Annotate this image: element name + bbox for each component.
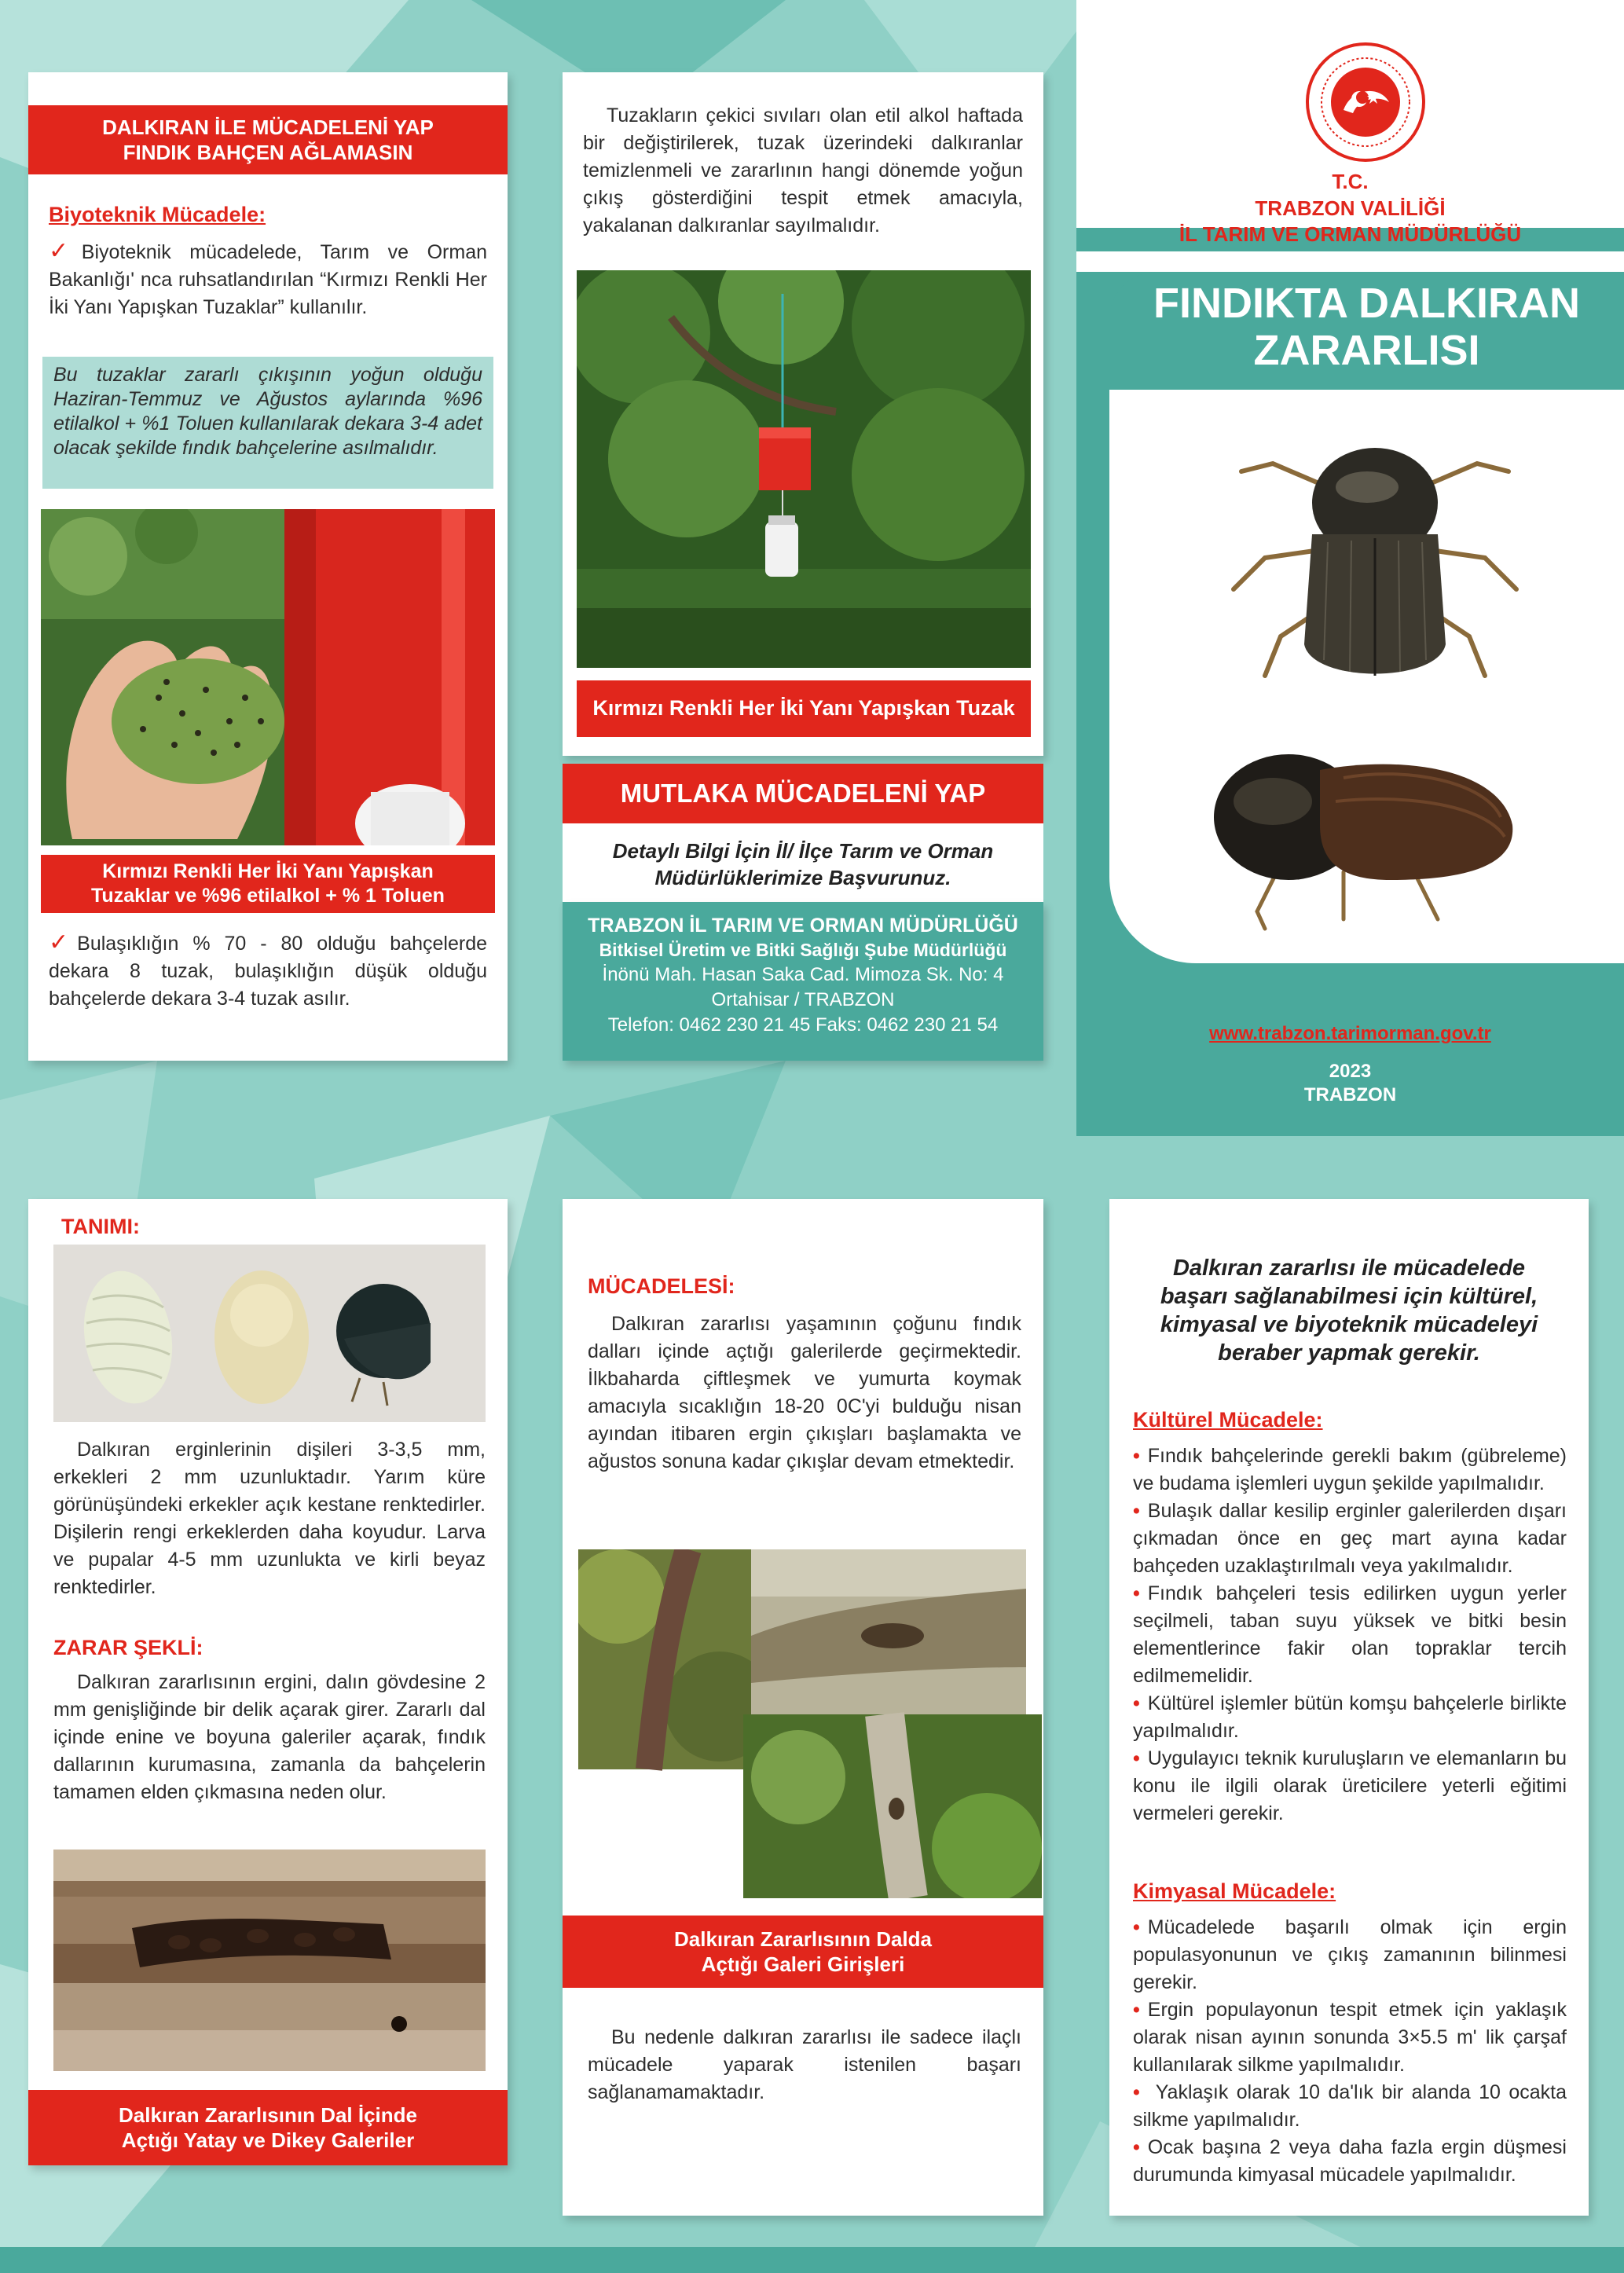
header-line-2: FINDIK BAHÇEN AĞLAMASIN [123,141,413,164]
panel-tanimi [28,1199,508,2165]
bullet-icon: • [1133,1500,1140,1522]
check-icon: ✓ [49,238,82,264]
cover-panel [1076,0,1624,1136]
gallery-caption-line-2: Açtığı Yatay ve Dikey Galeriler [121,2128,415,2152]
gallery-caption [28,2090,508,2165]
zarar-title: ZARAR ŞEKLİ: [53,1636,203,1659]
collage-caption-line-2: Açtığı Galeri Girişleri [701,1952,905,1976]
note-text: Bu tuzaklar zararlı çıkışının yoğun olduğu Haziran-Temmuz ve Ağustos aylarında %96 etilalkol + %1 Toluen kullanılarak dekara 3-4 adet olacak şekilde fındık bahçelerine asılmalıdır. [53,364,482,459]
cover-city: TRABZON [1303,1084,1397,1105]
panel-tuzak [563,72,1043,756]
hanging-trap-photo [577,270,1031,668]
list-item: • Ocak başına 2 veya daha fazla ergin düşmesi durumunda kimyasal mücadele yapılmalıdır. [1133,2136,1567,2186]
bullet-icon: • [1133,2081,1140,2103]
bulasiklik-text: ✓Bulaşıklığın % 70 - 80 olduğu bahçelerde dekara 8 tuzak, bulaşıklığın düşük olduğu bahçelerde dekara 3-4 tuzak asılır. [49,929,487,1010]
intro-line-4: beraber yapmak gerekir. [1218,1340,1480,1366]
kimyasal-list [1133,1914,1567,2189]
tanimi-text: Dalkıran erginlerinin dişileri 3-3,5 mm, erkekleri 2 mm uzunluktadır. Yarım küre görünüşündeki erkekler açık kestane renktedirler. Dişilerin rengi erkeklerden daha koyudur. Larva ve pupalar 4-5 mm uzunlukta ve kirli beyaz renktedirler. [53,1439,486,1598]
bullet-icon: • [1133,1445,1140,1467]
mucadelesi-title: MÜCADELESİ: [588,1274,735,1298]
beetle-side-photo [1202,723,1532,935]
larva-pupa-adult-photo [53,1245,486,1422]
mucadelesi-text: Dalkıran zararlısı yaşamının çoğunu fındık dalları içinde açtığı galerilerde geçirmektedir. İlkbaharda çiftleşmek ve yumurta koymak amacıyla sıcaklığın 18-20 0C'yi bulduğu nisan ayından itibaren ergin çıkışları başlamakta ve ağustos sonuna kadar çıkışlar devam etmektedir. [588,1313,1021,1472]
info-text [563,838,1043,891]
bullet-icon: • [1133,1582,1140,1604]
collage-caption-line-1: Dalkıran Zararlısının Dalda [673,1927,932,1951]
header-line-1: DALKIRAN İLE MÜCADELENİ YAP [102,115,434,139]
list-item: • Fındık bahçelerinde gerekli bakım (gübreleme) ve budama işlemleri uygun şekilde yapılmalıdır. [1133,1445,1567,1494]
intro-line-1: Dalkıran zararlısı ile mücadelede [1172,1256,1526,1281]
contact-addr2: Ortahisar / TRABZON [711,989,895,1010]
bullet-icon: • [1133,1999,1140,2021]
intro-line-3: kimyasal ve biyoteknik mücadeleyi [1160,1312,1538,1337]
gallery-in-branch-photo [53,1850,486,2071]
cover-tc: T.C. [1332,170,1369,193]
cta-banner: MUTLAKA MÜCADELENİ YAP [563,764,1043,823]
tuzak-text: Tuzakların çekici sıvıları olan etil alkol haftada bir değiştirilerek, tuzak üzerindeki dalkıranlar temizlenmeli ve zararlının hangi dönemde yoğun çıkış gösterdiğini tespit etmek amacıyla, yakalanan dalkıranlar sayılmalıdır. [583,104,1023,236]
cover-valilik: TRABZON VALİLİĞİ [1255,196,1446,220]
list-item: • Yaklaşık olarak 10 da'lık bir alanda 10 ocakta silkme yapılmalıdır. [1133,2081,1567,2131]
kulturel-list [1133,1443,1567,1828]
list-item: • Uygulayıcı teknik kuruluşların ve elemanların bu konu ile ilgili olarak üreticilere yeterli eğitimi vermeleri gerekir. [1133,1747,1567,1824]
branch-entry-collage-photo [578,1549,1042,1898]
intro-line-2: başarı sağlanabilmesi için kültürel, [1160,1284,1538,1309]
cover-title-line-1: FINDIKTA DALKIRAN [1153,280,1580,327]
biyoteknik-title: Biyoteknik Mücadele: [49,203,266,226]
hanging-trap-caption: Kırmızı Renkli Her İki Yanı Yapışkan Tuzak [577,680,1031,737]
bullet-icon: • [1133,1747,1140,1769]
caption-line-1: Kırmızı Renkli Her İki Yanı Yapışkan [102,860,434,882]
info-panel [563,823,1043,902]
ministry-seal-logo [1304,41,1427,163]
check-icon: ✓ [49,929,78,955]
info-line-2: Müdürlüklerimize Başvurunuz. [654,866,951,889]
kimyasal-title: Kimyasal Mücadele: [1133,1879,1336,1903]
caption-line-2: Tuzaklar ve %96 etilalkol + % 1 Toluen [91,885,445,907]
contact-dept: Bitkisel Üretim ve Bitki Sağlığı Şube Müdürlüğü [599,940,1007,960]
list-item: • Ergin populayonun tespit etmek için yaklaşık olarak nisan ayının sonunda 3×5.5 m' lik çarşaf kullanılarak silkme yapılmalıdır. [1133,1999,1567,2076]
note-box [42,357,493,489]
cover-title-line-2: ZARARLISI [1253,327,1480,374]
list-item: • Mücadelede başarılı olmak için ergin populasyonunun ve çıkış zamanının bilinmesi gerekir. [1133,1916,1567,1993]
zarar-text: Dalkıran zararlısının ergini, dalın gövdesine 2 mm genişliğinde bir delik açarak girer. Zararlı dal içinde enine ve boyuna galeriler açarak, fındık dallarının kurumasına, zamanla da bahçelerin tamamen elden çıkmasına neden olur. [53,1671,486,1803]
list-item: • Fındık bahçeleri tesis edilirken uygun yerler seçilmeli, taban suyu yüksek ve bitki besin elementlerince fakir olan topraklar tercih edilmemelidir. [1133,1582,1567,1687]
contact-addr1: İnönü Mah. Hasan Saka Cad. Mimoza Sk. No: 4 [602,964,1004,985]
intro-text [1109,1254,1589,1367]
contact-phone: Telefon: 0462 230 21 45 Faks: 0462 230 21 54 [607,1014,999,1036]
bullet-icon: • [1133,1692,1140,1714]
panel-kulturel-kimyasal [1109,1199,1589,2216]
info-line-1: Detaylı Bilgi İçin İl/ İlçe Tarım ve Orman [612,839,994,863]
bullet-icon: • [1133,2136,1140,2158]
bullet-icon: • [1133,1916,1140,1938]
contact-box [563,902,1043,1061]
beetle-top-photo [1218,409,1532,707]
collage-caption [563,1916,1043,1988]
panel-mucadelesi [563,1199,1043,2216]
panel1-header [28,105,508,174]
panel-biyoteknik [28,72,508,1061]
biyoteknik-text: ✓Biyoteknik mücadelede, Tarım ve Orman Bakanlığı' nca ruhsatlandırılan “Kırmızı Renkli Her İki Yanı Yapışkan Tuzaklar” kullanılır. [49,238,487,318]
cover-header-white-2 [1076,251,1624,272]
cover-year: 2023 [1329,1061,1372,1082]
trap-photo-caption [41,855,495,913]
trap-hand-photo [41,509,495,845]
cover-title [1109,280,1624,374]
cover-url[interactable]: www.trabzon.tarimorman.gov.tr [1209,1023,1491,1044]
contact-org: TRABZON İL TARIM VE ORMAN MÜDÜRLÜĞÜ [588,915,1018,937]
kulturel-title: Kültürel Mücadele: [1133,1408,1323,1432]
cover-mudurluk: İL TARIM VE ORMAN MÜDÜRLÜĞÜ [1179,222,1522,246]
gallery-caption-line-1: Dalkıran Zararlısının Dal İçinde [118,2103,418,2127]
list-item: • Kültürel işlemler bütün komşu bahçelerle birlikte yapılmalıdır. [1133,1692,1567,1742]
list-item: • Bulaşık dallar kesilip erginler galerilerden dışarı çıkmadan önce en geç mart ayına kadar bahçeden uzaklaştırılmalı veya yakılmalıdır. [1133,1500,1567,1577]
tanimi-title: TANIMI: [61,1215,140,1238]
mucadelesi-text-2: Bu nedenle dalkıran zararlısı ile sadece ilaçlı mücadele yaparak istenilen başarı sağlanamamaktadır. [588,2026,1021,2103]
